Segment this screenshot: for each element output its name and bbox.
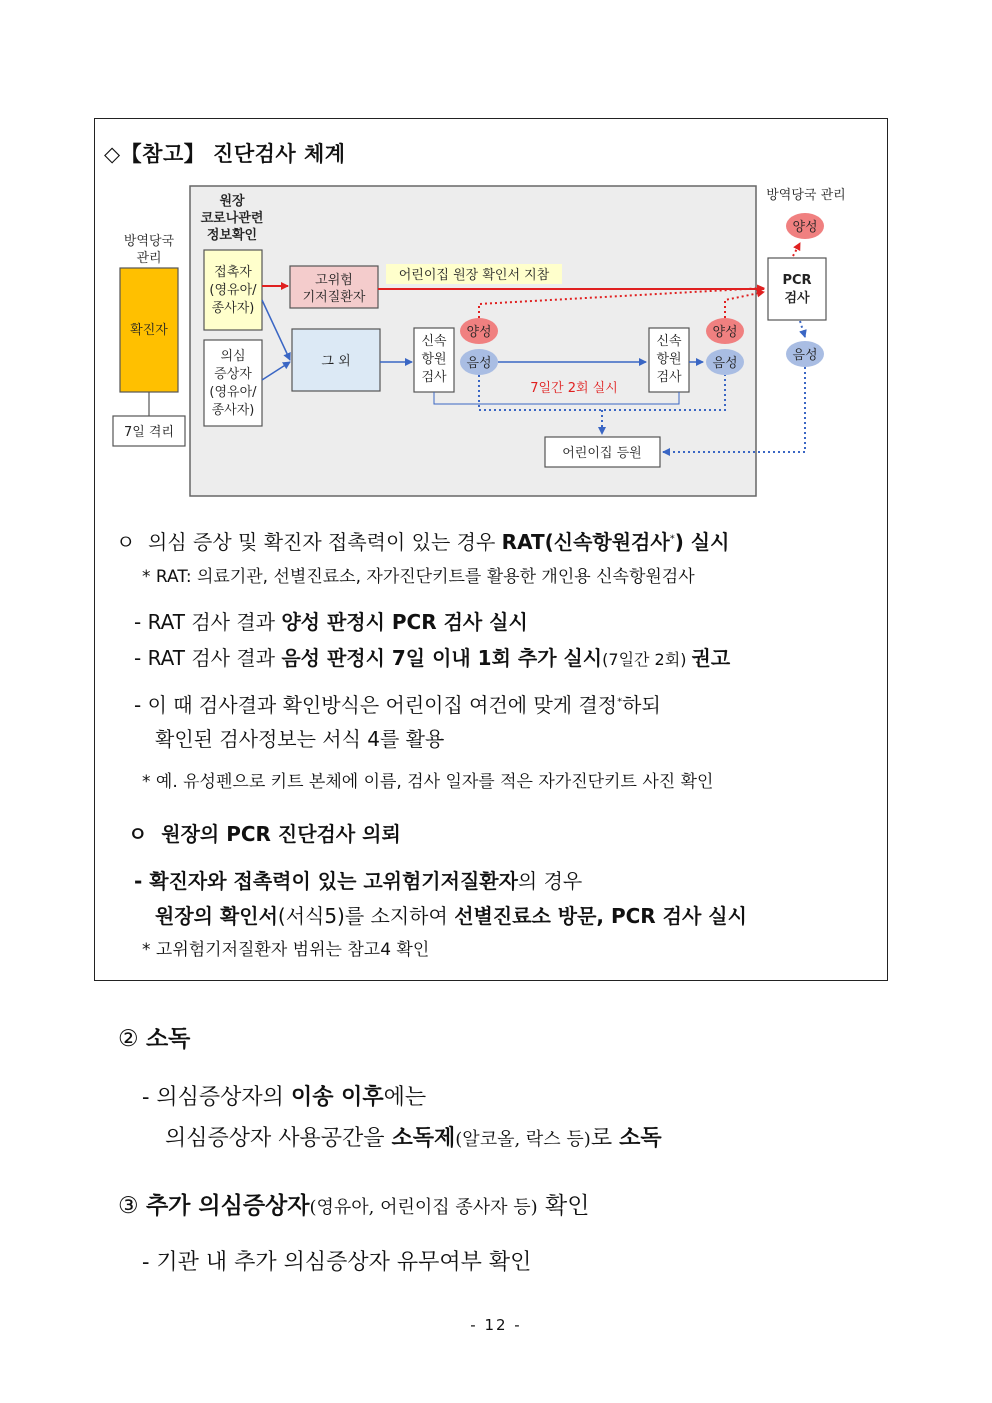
bullet-pcr (128, 818, 401, 847)
section-2-line2 (165, 1121, 662, 1152)
disinfectant: 소독제 (391, 1125, 456, 1151)
certificate-label: 어린이집 원장 확인서 지참 (398, 268, 550, 283)
dash-confirm-text: - 이 때 검사결과 확인방식은 어린이집 여건에 맞게 결정 (134, 693, 618, 717)
negative-1-label: 음성 (466, 356, 492, 371)
dash-positive-text: - RAT 검사 결과 (134, 610, 282, 634)
rat2-line3: 검사 (656, 370, 682, 385)
suspect-line3: (영유아/ (209, 385, 257, 400)
bullet-pcr-text: 원장의 PCR 진단검사 의뢰 (161, 822, 401, 846)
positive-1-label: 양성 (466, 325, 492, 340)
director-header-2: 코로나관련 (200, 211, 264, 226)
highrisk-line1: 고위험 (315, 273, 353, 288)
contact-line1: 접촉자 (214, 265, 252, 280)
dash-highrisk-tail: 의 경우 (517, 869, 583, 893)
pcr-line2: 검사 (784, 291, 810, 306)
note-highrisk: * 고위험기저질환자 범위는 참고4 확인 (142, 940, 430, 960)
dash-confirm-tail: 하되 (622, 693, 661, 717)
rat1-line1: 신속 (421, 334, 447, 349)
director-certificate: 원장의 확인서 (155, 904, 278, 928)
rat1-line3: 검사 (421, 370, 447, 385)
disinfect: 소독 (619, 1125, 662, 1151)
section-2-text: 의심증상자 사용공간을 (165, 1126, 392, 1151)
section-2-tail: 에는 (383, 1085, 427, 1110)
section-3-number: ③ (118, 1193, 139, 1219)
section-2-number: ② (118, 1026, 139, 1052)
pcr-line1: PCR (782, 273, 812, 288)
quarantine-label: 7일 격리 (123, 425, 175, 440)
positive-2-label: 양성 (712, 325, 738, 340)
dash-negative-text: - RAT 검사 결과 (134, 646, 282, 670)
dash-confirm-line2: 확인된 검사정보는 서식 4를 활용 (155, 727, 445, 751)
clinic-visit: 선별진료소 방문, PCR 검사 실시 (454, 904, 747, 928)
rat2-line1: 신속 (656, 334, 682, 349)
section-2-text: - 의심증상자의 (142, 1085, 291, 1110)
left-header-line1: 방역당국 (123, 234, 175, 249)
others-label: 그 외 (321, 354, 351, 369)
pcr-positive-label: 양성 (792, 220, 818, 235)
dash-highrisk-bold: - 확진자와 접촉력이 있는 고위험기저질환자 (134, 869, 518, 893)
section-2-heading (118, 1020, 190, 1053)
section-3-title: 추가 의심증상자 (145, 1192, 310, 1219)
confirmed-label: 확진자 (130, 323, 168, 338)
dash-positive (134, 606, 528, 635)
section-2-title: 소독 (145, 1025, 191, 1052)
disinfectant-examples: (알코올, 락스 등) (455, 1129, 591, 1150)
bullet-mark: ㅇ (128, 822, 148, 846)
dash-positive-bold: 양성 판정시 PCR 검사 실시 (281, 610, 528, 634)
dash-highrisk-line2 (155, 900, 747, 929)
note-rat: * RAT: 의료기관, 선별진료소, 자가진단키트를 활용한 개인용 신속항원검사 (142, 567, 695, 587)
note-example: * 예. 유성펜으로 키트 본체에 이름, 검사 일자를 적은 자가진단키트 사진 확인 (142, 772, 714, 792)
section-3-tail: 확인 (537, 1193, 590, 1219)
contact-line2: (영유아/ (209, 283, 257, 298)
bullet-rat (116, 526, 729, 555)
section-3-heading (118, 1187, 589, 1220)
pcr-box (768, 258, 826, 320)
bullet-rat-bold-tail: ) 실시 (674, 530, 730, 554)
dash-negative (134, 642, 730, 671)
reference-title-text: 【참고】 진단검사 체계 (120, 142, 346, 166)
section-3-line1: - 기관 내 추가 의심증상자 유무여부 확인 (142, 1250, 532, 1275)
diamond-icon: ◇ (104, 142, 121, 166)
form-ref: (서식5)를 소지하여 (277, 904, 455, 928)
director-header-1: 원장 (219, 194, 245, 209)
left-header-line2: 관리 (136, 251, 162, 266)
rat2-line2: 항원 (656, 352, 682, 367)
negative-2-label: 음성 (712, 356, 738, 371)
testing-flow-diagram (0, 0, 992, 520)
dash-negative-paren: (7일간 2회) (602, 650, 692, 669)
footnote-mark: * (669, 533, 675, 545)
bullet-mark: ㅇ (116, 530, 136, 554)
suspect-line4: 종사자) (211, 403, 255, 418)
right-header: 방역당국 관리 (766, 188, 846, 203)
section-3-paren: (영유아, 어린이집 종사자 등) (309, 1197, 538, 1218)
attend-label: 어린이집 등원 (562, 446, 642, 461)
dash-confirm-method (134, 689, 661, 718)
contact-line3: 종사자) (211, 301, 255, 316)
section-2-line1 (142, 1080, 426, 1111)
section-2-bold: 이송 이후 (290, 1084, 384, 1110)
dash-negative-bold: 음성 판정시 7일 이내 1회 추가 실시 (281, 646, 603, 670)
footnote-mark: * (617, 696, 623, 708)
bullet-rat-bold: RAT(신속항원검사 (501, 530, 670, 554)
page-number: - 12 - (470, 1316, 522, 1334)
pcr-negative-label: 음성 (792, 348, 818, 363)
director-header-3: 정보확인 (206, 228, 258, 243)
highrisk-line2: 기저질환자 (302, 290, 366, 305)
rat1-line2: 항원 (421, 352, 447, 367)
dash-highrisk (134, 865, 582, 894)
bullet-rat-text: 의심 증상 및 확진자 접촉력이 있는 경우 (148, 530, 502, 554)
suspect-line2: 증상자 (214, 367, 252, 382)
dash-negative-recommend: 권고 (691, 646, 731, 670)
seven-days-label: 7일간 2회 실시 (530, 381, 618, 396)
section-2-particle: 로 (590, 1126, 620, 1151)
suspect-line1: 의심 (220, 349, 246, 364)
